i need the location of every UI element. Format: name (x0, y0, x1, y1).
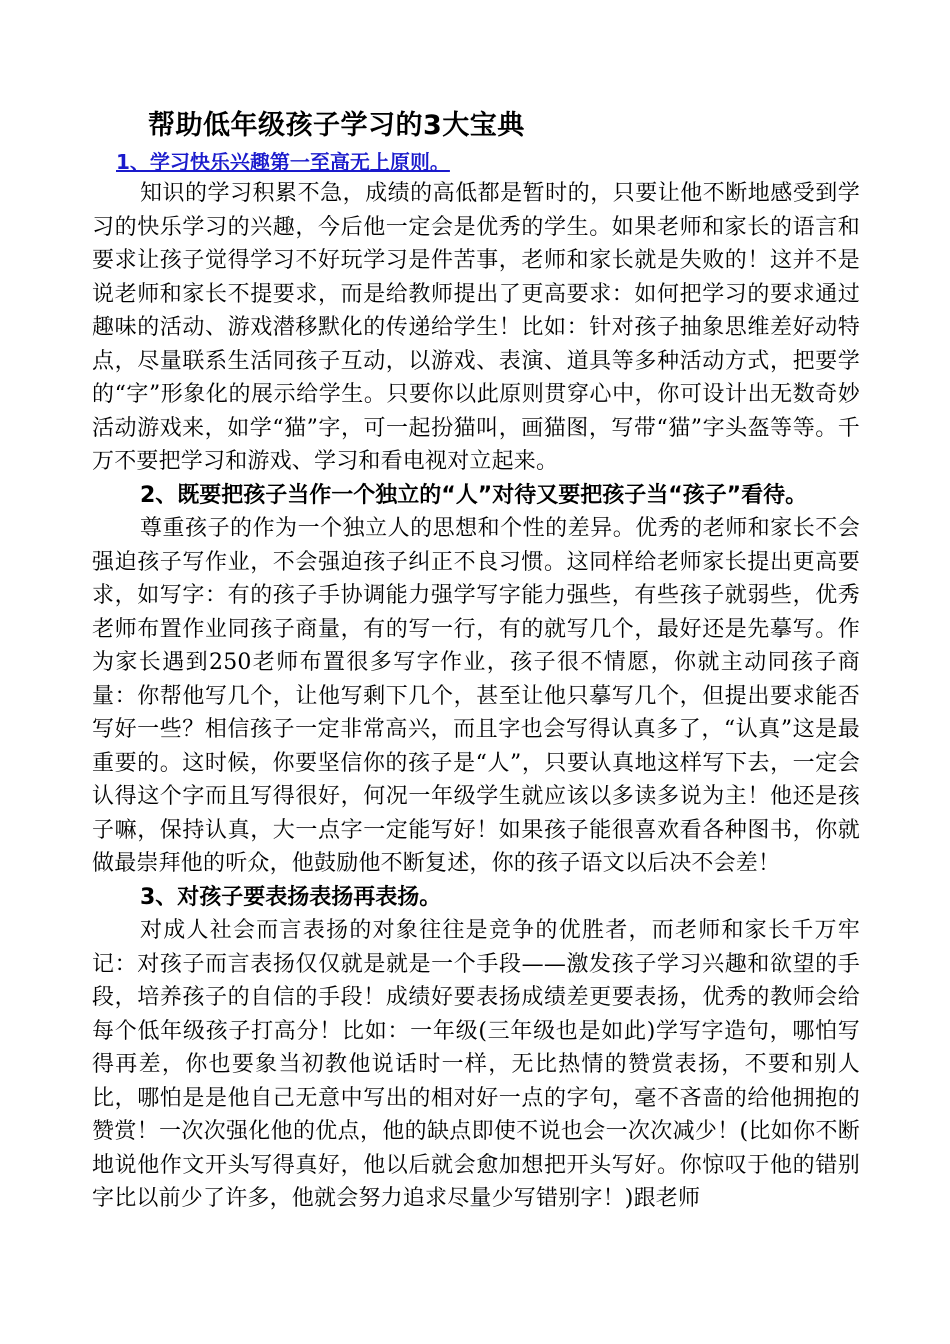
section-1-body: 知识的学习积累不急，成绩的高低都是暂时的，只要让他不断地感受到学习的快乐学习的兴趣，今后他一定会是优秀的学生。如果老师和家长的语言和要求让孩子觉得学习不好玩学习是件苦事，老师和家长就是失败的！这并不是说老师和家长不提要求，而是给教师提出了更高要求：如何把学习的要求通过趣味的活动、游戏潜移默化的传递给学生！比如：针对孩子抽象思维差好动特点，尽量联系生活同孩子互动，以游戏、表演、道具等多种活动方式，把要学的“字”形象化的展示给学生。只要你以此原则贯穿心中，你可设计出无数奇妙活动游戏来，如学“猫”字，可一起扮猫叫，画猫图，写带“猫”字头盔等等。千万不要把学习和游戏、学习和看电视对立起来。 (92, 181, 860, 474)
section-1-heading-link[interactable]: 1、学习快乐兴趣第一至高无上原则。 (116, 150, 450, 174)
document-page (92, 104, 860, 1216)
section-3-heading: 3、对孩子要表扬表扬再表扬。 (140, 884, 442, 910)
section-2-body: 尊重孩子的作为一个独立人的思想和个性的差异。优秀的老师和家长不会强迫孩子写作业，不会强迫孩子纠正不良习惯。这同样给老师家长提出更高要求，如写字：有的孩子手协调能力强学写字能力强些，有些孩子就弱些，优秀老师布置作业同孩子商量，有的写一行，有的就写几个，最好还是先摹写。作为家长遇到250老师布置很多写字作业，孩子很不情愿，你就主动同孩子商量：你帮他写几个，让他写剩下几个，甚至让他只摹写几个，但提出要求能否写好一些？相信孩子一定非常高兴，而且字也会写得认真多了，“认真”这是最重要的。这时候，你要坚信你的孩子是“人”，只要认真地这样写下去，一定会认得这个字而且写得很好，何况一年级学生就应该以多读多说为主！他还是孩子嘛，保持认真，大一点字一定能写好！如果孩子能很喜欢看各种图书，你就做最崇拜他的听众，他鼓励他不断复述，你的孩子语文以后决不会差！ (92, 516, 860, 876)
section-2-heading: 2、既要把孩子当作一个独立的“人”对待又要把孩子当“孩子”看待。 (140, 482, 808, 508)
section-3-body: 对成人社会而言表扬的对象往往是竞争的优胜者，而老师和家长千万牢记：对孩子而言表扬仅仅就是就是一个手段——激发孩子学习兴趣和欲望的手段，培养孩子的自信的手段！成绩好要表扬成绩差更要表扬，优秀的教师会给每个低年级孩子打高分！比如：一年级(三年级也是如此)学写字造句，哪怕写得再差，你也要象当初教他说话时一样，无比热情的赞赏表扬，不要和别人比，哪怕是是他自己无意中写出的相对好一点的字句，毫不吝啬的给他拥抱的赞赏！一次次强化他的优点，他的缺点即使不说也会一次次减少！(比如你不断地说他作文开头写得真好，他以后就会愈加想把开头写好。你惊叹于他的错别字比以前少了许多，他就会努力追求尽量少写错别字！)跟老师 (92, 918, 860, 1211)
document-title: 帮助低年级孩子学习的3大宝典 (148, 110, 525, 141)
